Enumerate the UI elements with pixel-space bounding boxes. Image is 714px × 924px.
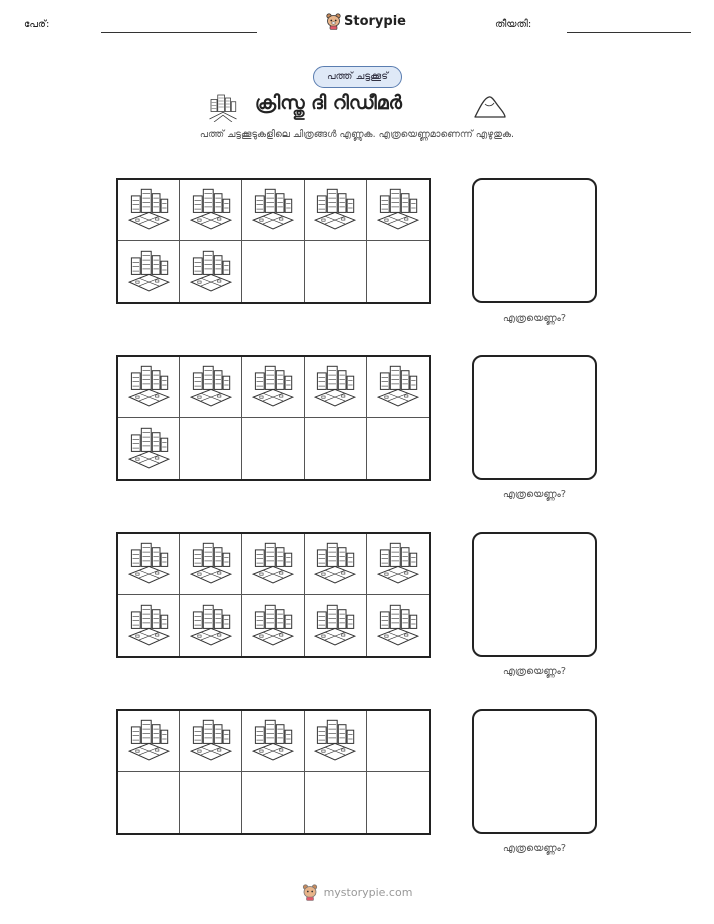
city-buildings-icon <box>127 539 171 589</box>
date-line[interactable] <box>567 32 691 33</box>
ten-frame-cell <box>180 534 242 595</box>
city-buildings-icon <box>189 539 233 589</box>
city-buildings-icon <box>189 185 233 235</box>
ten-frame-2 <box>116 355 431 481</box>
ten-frame-cell <box>305 418 367 479</box>
worksheet-type-badge: പത്ത് ചട്ടക്കൂട് <box>313 66 402 88</box>
name-line[interactable] <box>101 32 257 33</box>
city-buildings-icon <box>127 716 171 766</box>
ten-frame-4 <box>116 709 431 835</box>
ten-frame-cell <box>367 772 429 833</box>
answer-box-4[interactable] <box>472 709 597 834</box>
ten-frame-cell <box>242 772 304 833</box>
ten-frame-cell <box>305 534 367 595</box>
question-2: എത്രയെണ്ണം? <box>502 489 567 500</box>
city-buildings-icon <box>189 247 233 297</box>
ten-frame-cell <box>367 711 429 772</box>
ten-frame-cell <box>180 418 242 479</box>
ten-frame-cell <box>305 357 367 418</box>
city-buildings-icon <box>127 424 171 474</box>
city-buildings-icon <box>313 185 357 235</box>
city-buildings-icon <box>251 539 295 589</box>
ten-frame-cell <box>305 241 367 302</box>
question-4: എത്രയെണ്ണം? <box>502 843 567 854</box>
ten-frame-cell <box>118 534 180 595</box>
city-buildings-icon <box>127 247 171 297</box>
ten-frame-cell <box>118 595 180 656</box>
ten-frame-cell <box>367 357 429 418</box>
ten-frame-cell <box>305 595 367 656</box>
ten-frame-cell <box>118 418 180 479</box>
city-buildings-icon <box>127 601 171 651</box>
ten-frame-cell <box>180 595 242 656</box>
ten-frame-cell <box>367 534 429 595</box>
answer-box-2[interactable] <box>472 355 597 480</box>
ten-frame-cell <box>242 357 304 418</box>
title-row <box>0 90 714 124</box>
storypie-logo <box>326 13 406 30</box>
ten-frame-cell <box>305 180 367 241</box>
ten-frame-cell <box>242 418 304 479</box>
city-buildings-icon <box>127 185 171 235</box>
instruction-text: പത്ത് ചട്ടക്കൂടുകളിലെ ചിത്രങ്ങൾ എണ്ണുക. എത്രയെണ്ണമാണെന്ന് എഴുതുക. <box>199 129 515 140</box>
logo-text: Storypie <box>344 14 406 29</box>
ten-frame-3 <box>116 532 431 658</box>
worksheet-title: ക്രിസ്തു ദി റിഡീമർ <box>255 92 402 114</box>
city-buildings-icon <box>189 716 233 766</box>
ten-frame-cell <box>118 241 180 302</box>
footer <box>0 884 714 901</box>
ten-frame-cell <box>242 241 304 302</box>
date-label: തീയതി: <box>495 19 532 30</box>
ten-frame-cell <box>242 595 304 656</box>
ten-frame-cell <box>118 357 180 418</box>
ten-frame-cell <box>118 711 180 772</box>
name-label: പേര്: <box>24 19 50 30</box>
city-buildings-icon <box>189 362 233 412</box>
mountain-icon <box>473 94 507 120</box>
city-buildings-icon <box>127 362 171 412</box>
city-buildings-icon <box>313 539 357 589</box>
city-buildings-icon <box>376 362 420 412</box>
question-3: എത്രയെണ്ണം? <box>502 666 567 677</box>
ten-frame-cell <box>367 595 429 656</box>
ten-frame-cell <box>118 180 180 241</box>
ten-frame-cell <box>367 241 429 302</box>
city-buildings-icon <box>376 539 420 589</box>
city-buildings-icon <box>313 716 357 766</box>
ten-frame-cell <box>180 711 242 772</box>
bear-mascot-icon <box>302 884 318 901</box>
city-buildings-icon <box>376 185 420 235</box>
ten-frame-cell <box>118 772 180 833</box>
ten-frame-cell <box>242 180 304 241</box>
ten-frame-cell <box>305 772 367 833</box>
ten-frame-1 <box>116 178 431 304</box>
ten-frame-cell <box>305 711 367 772</box>
ten-frame-cell <box>180 180 242 241</box>
answer-box-1[interactable] <box>472 178 597 303</box>
city-buildings-icon <box>207 92 239 122</box>
bear-mascot-icon <box>326 13 341 30</box>
city-buildings-icon <box>189 601 233 651</box>
city-buildings-icon <box>376 601 420 651</box>
ten-frame-cell <box>367 180 429 241</box>
ten-frame-cell <box>242 711 304 772</box>
city-buildings-icon <box>313 601 357 651</box>
ten-frame-cell <box>242 534 304 595</box>
city-buildings-icon <box>251 601 295 651</box>
ten-frame-cell <box>180 357 242 418</box>
city-buildings-icon <box>251 185 295 235</box>
footer-url[interactable]: mystorypie.com <box>323 886 413 899</box>
answer-box-3[interactable] <box>472 532 597 657</box>
ten-frame-cell <box>367 418 429 479</box>
city-buildings-icon <box>251 362 295 412</box>
city-buildings-icon <box>251 716 295 766</box>
question-1: എത്രയെണ്ണം? <box>502 313 567 324</box>
ten-frame-cell <box>180 241 242 302</box>
city-buildings-icon <box>313 362 357 412</box>
ten-frame-cell <box>180 772 242 833</box>
